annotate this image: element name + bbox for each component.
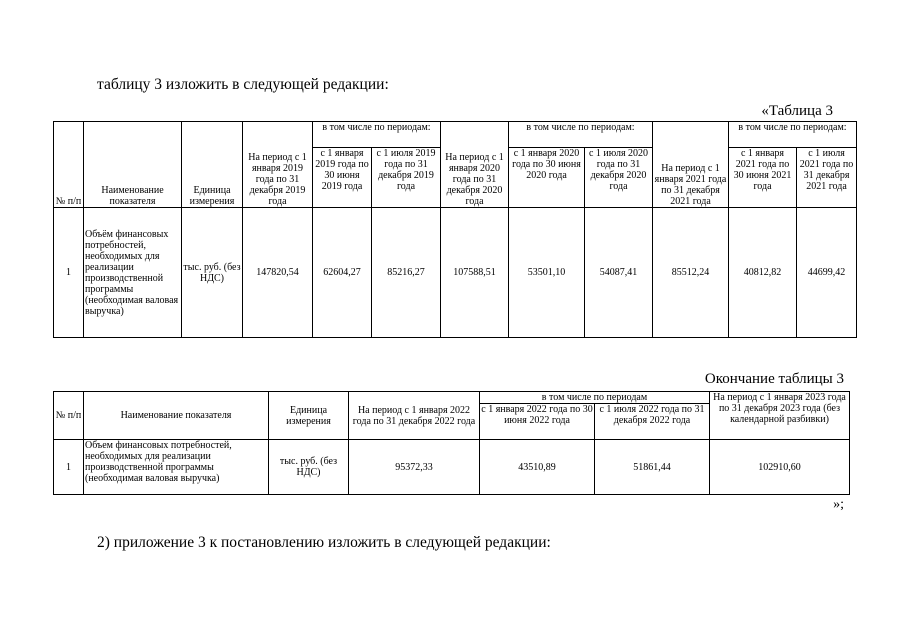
- header-2021: На период с 1 января 2021 года по 31 декабря 2021 года: [653, 122, 729, 208]
- header-2019-incl: в том числе по периодам:: [313, 122, 441, 148]
- table3-label: «Таблица 3: [761, 103, 833, 119]
- intro-text: таблицу 3 изложить в следующей редакции:: [97, 76, 389, 93]
- value-2020-h2: 54087,41: [585, 208, 653, 338]
- header-2020: На период с 1 января 2020 года по 31 декабря 2020 года: [441, 122, 509, 208]
- value-2022-h1: 43510,89: [480, 440, 595, 495]
- header-name: Наименование показателя: [84, 392, 269, 440]
- value-2020: 107588,51: [441, 208, 509, 338]
- header-2021-incl: в том числе по периодам:: [729, 122, 857, 148]
- value-2022: 95372,33: [349, 440, 480, 495]
- value-2021-h1: 40812,82: [729, 208, 797, 338]
- row-name: Объем финансовых потребностей, необходимых для реализации производственной программы (необходимая валовая выручка): [84, 440, 269, 495]
- closing-quote: »;: [833, 497, 844, 512]
- row-unit: тыс. руб. (без НДС): [269, 440, 349, 495]
- header-2022-incl: в том числе по периодам: [480, 392, 710, 404]
- table-row: [54, 440, 850, 495]
- row-name: Объём финансовых потребностей, необходимых для реализации производственной программы (необходимая валовая выручка): [84, 208, 182, 338]
- header-num: № п/п: [54, 392, 84, 440]
- header-name: Наименование показателя: [84, 122, 182, 208]
- table3-end-label: Окончание таблицы 3: [704, 371, 844, 387]
- header-2019: На период с 1 января 2019 года по 31 декабря 2019 года: [243, 122, 313, 208]
- header-2022-h2: с 1 июля 2022 года по 31 декабря 2022 года: [595, 404, 710, 440]
- value-2021-h2: 44699,42: [797, 208, 857, 338]
- table-row: [54, 208, 857, 338]
- row-num: 1: [54, 208, 84, 338]
- header-2022-h1: с 1 января 2022 года по 30 июня 2022 года: [480, 404, 595, 440]
- value-2020-h1: 53501,10: [509, 208, 585, 338]
- table3: [53, 121, 857, 338]
- row-unit: тыс. руб. (без НДС): [182, 208, 243, 338]
- header-unit: Единица измерения: [182, 122, 243, 208]
- row-num: 1: [54, 440, 84, 495]
- header-2019-h2: с 1 июля 2019 года по 31 декабря 2019 года: [372, 148, 441, 208]
- header-2020-h2: с 1 июля 2020 года по 31 декабря 2020 года: [585, 148, 653, 208]
- value-2019: 147820,54: [243, 208, 313, 338]
- value-2019-h1: 62604,27: [313, 208, 372, 338]
- value-2019-h2: 85216,27: [372, 208, 441, 338]
- header-2020-h1: с 1 января 2020 года по 30 июня 2020 года: [509, 148, 585, 208]
- header-2022: На период с 1 января 2022 года по 31 декабря 2022 года: [349, 392, 480, 440]
- header-unit: Единица измерения: [269, 392, 349, 440]
- item2-text: 2) приложение 3 к постановлению изложить в следующей редакции:: [97, 534, 551, 551]
- value-2021: 85512,24: [653, 208, 729, 338]
- header-2020-incl: в том числе по периодам:: [509, 122, 653, 148]
- table3-end: [53, 391, 850, 495]
- header-2023: На период с 1 января 2023 года по 31 декабря 2023 года (без календарной разбивки): [710, 392, 850, 440]
- header-num: № п/п: [54, 122, 84, 208]
- header-2021-h2: с 1 июля 2021 года по 31 декабря 2021 года: [797, 148, 857, 208]
- value-2023: 102910,60: [710, 440, 850, 495]
- value-2022-h2: 51861,44: [595, 440, 710, 495]
- header-2021-h1: с 1 января 2021 года по 30 июня 2021 года: [729, 148, 797, 208]
- header-2019-h1: с 1 января 2019 года по 30 июня 2019 года: [313, 148, 372, 208]
